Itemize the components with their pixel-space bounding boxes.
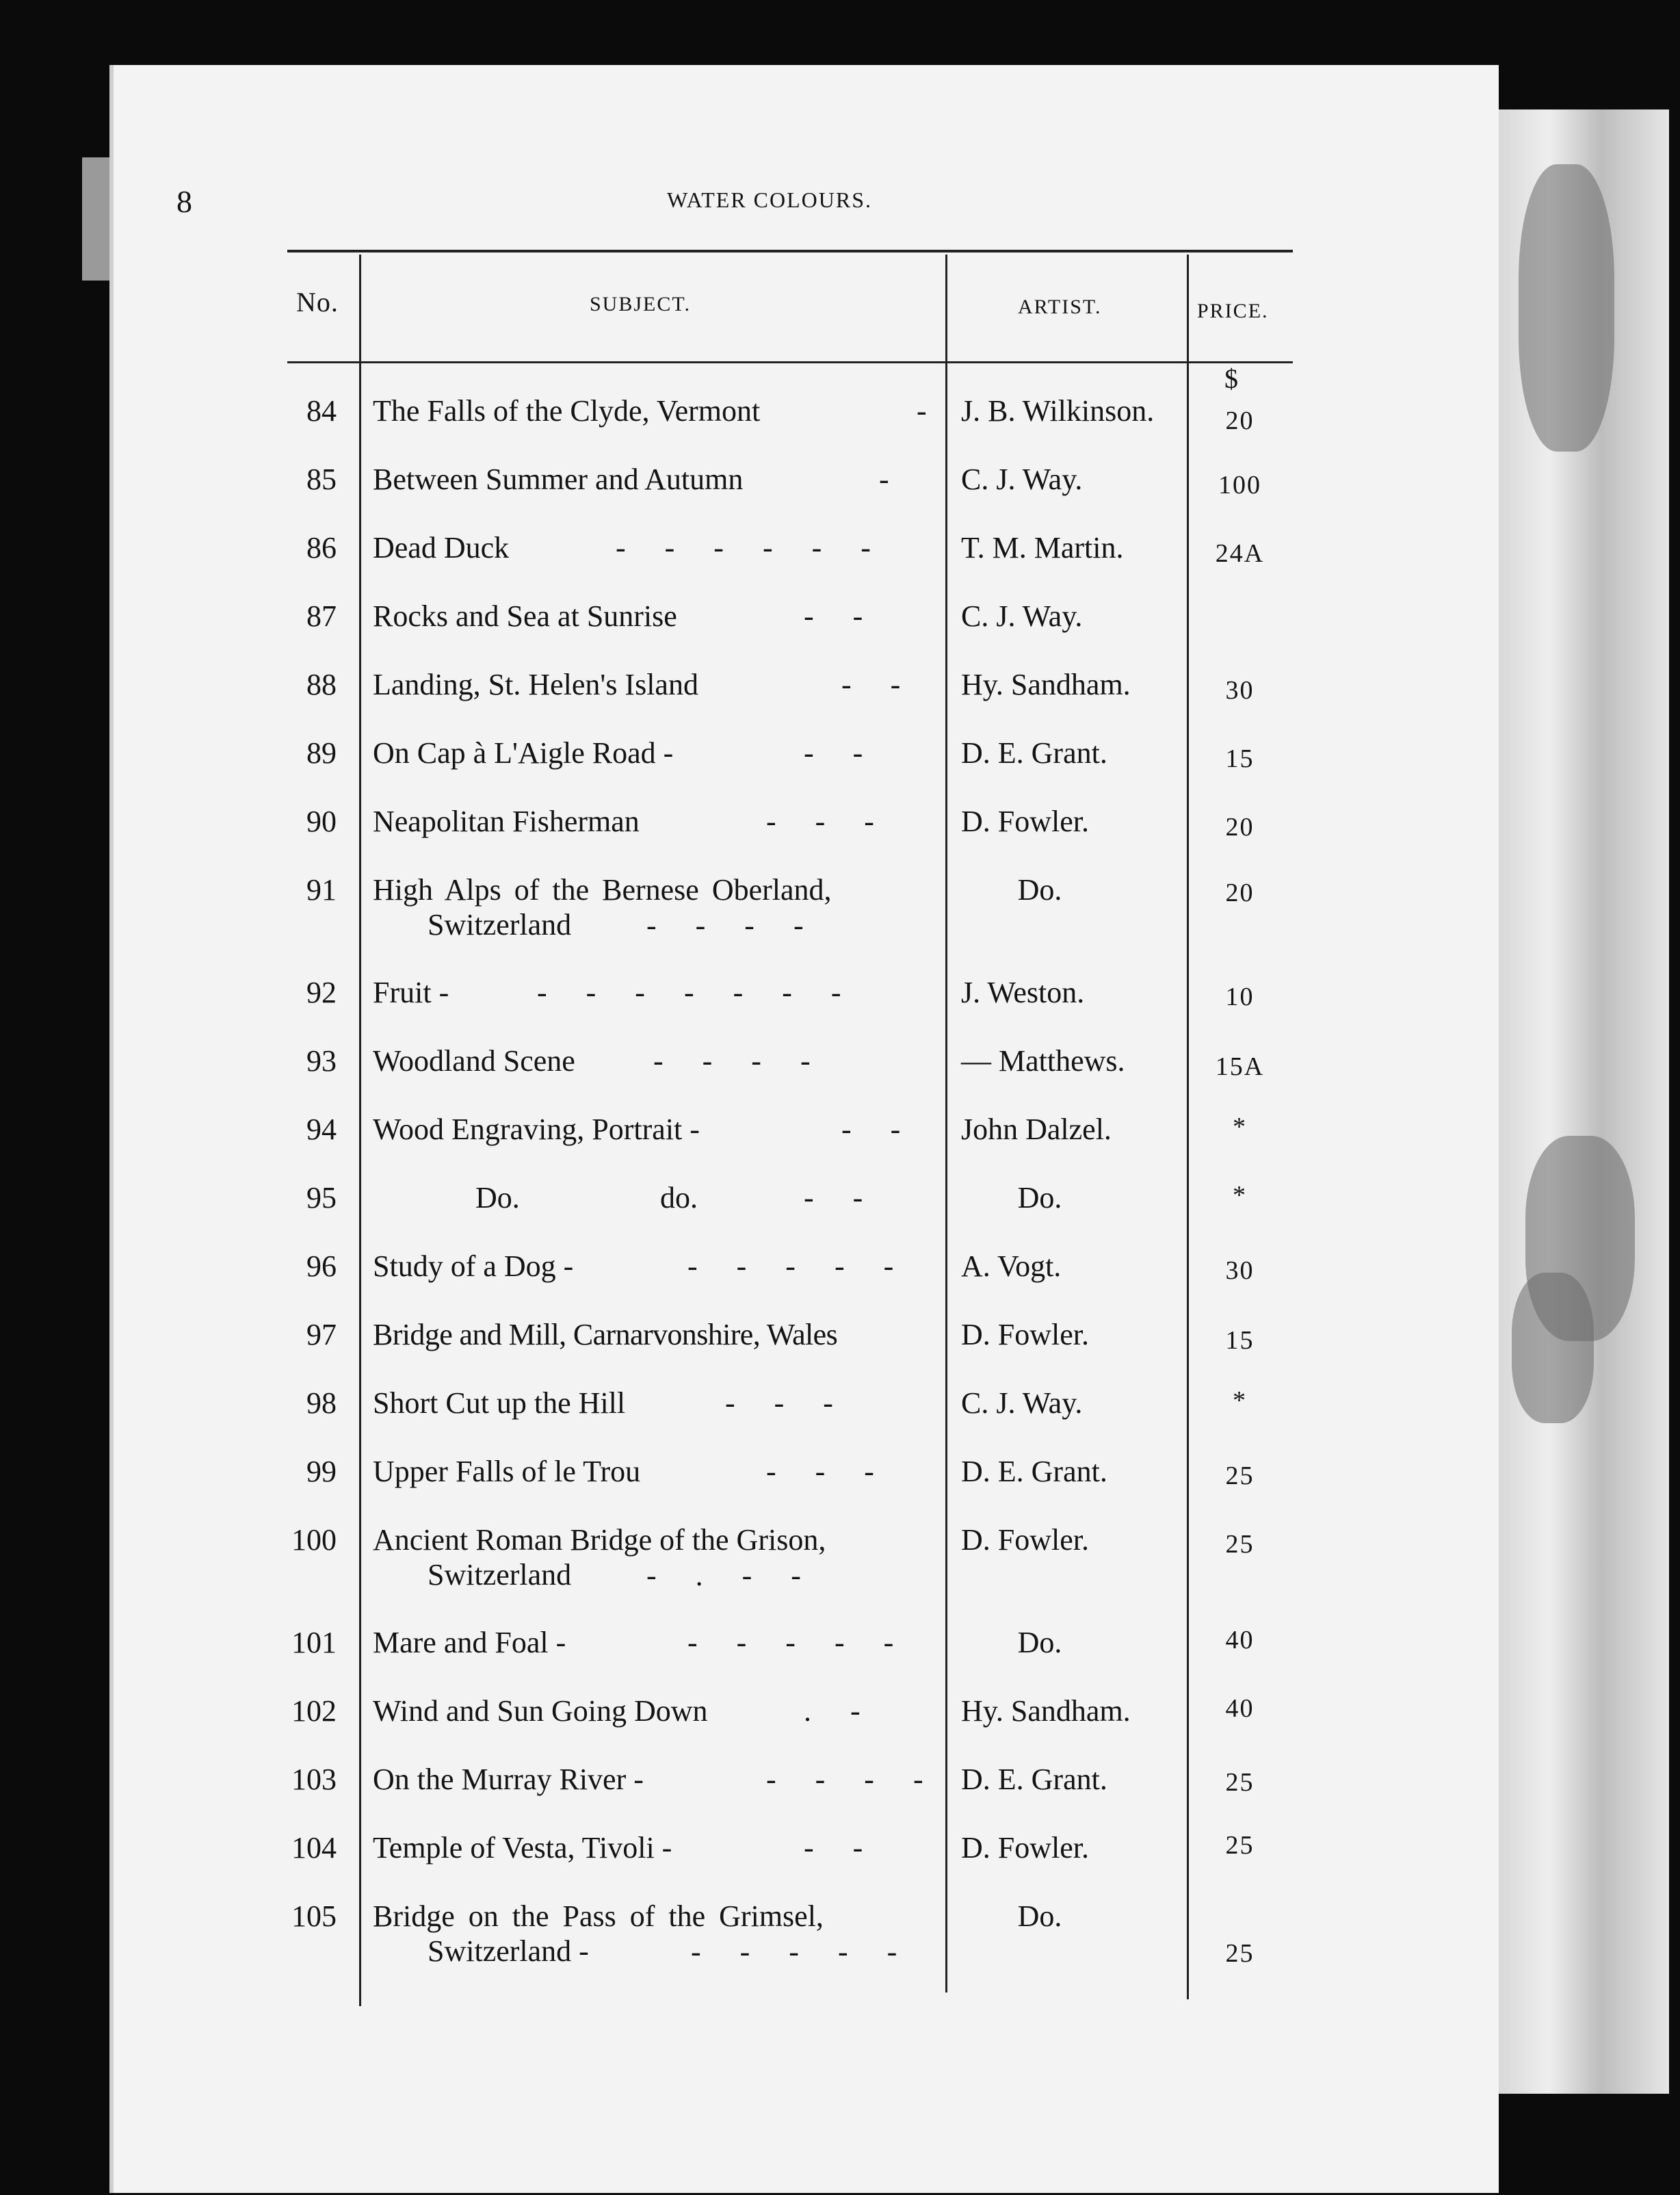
- row-leaders: - -: [804, 1831, 865, 1865]
- row-price: 20: [1225, 813, 1255, 842]
- row-artist: D. Fowler.: [961, 1831, 1089, 1865]
- row-subject: Mare and Foal -: [373, 1626, 566, 1659]
- row-artist: — Matthews.: [961, 1044, 1125, 1078]
- row-leaders: - - - -: [646, 909, 805, 942]
- row-price: 15A: [1215, 1052, 1265, 1081]
- row-number: 89: [306, 736, 337, 770]
- row-subject: Bridge and Mill, Carnarvonshire, Wales: [373, 1318, 838, 1351]
- header-rule: [287, 361, 1293, 363]
- row-number: 94: [306, 1113, 337, 1146]
- row-number: 90: [306, 805, 337, 838]
- row-price: 25: [1225, 1462, 1255, 1490]
- row-number: 91: [306, 873, 337, 907]
- row-artist: Do.: [1017, 1181, 1062, 1215]
- row-leaders: - - - - - - -: [537, 976, 843, 1009]
- row-leaders: - - -: [766, 805, 876, 838]
- row-leaders: - - -: [725, 1386, 835, 1420]
- row-leaders: -: [917, 394, 928, 428]
- row-subject: Woodland Scene: [373, 1044, 575, 1078]
- row-leaders: - - -: [766, 1455, 876, 1488]
- row-price: 25: [1225, 1831, 1255, 1860]
- row-subject: Landing, St. Helen's Island: [373, 668, 698, 701]
- row-subject: The Falls of the Clyde, Vermont: [373, 394, 761, 428]
- running-head: WATER COLOURS.: [667, 187, 873, 212]
- row-subject-line2: Switzerland -: [428, 1934, 589, 1968]
- header-no: No.: [296, 287, 339, 317]
- row-artist: Do.: [1017, 873, 1062, 907]
- column-divider-artist: [1187, 255, 1189, 1999]
- row-subject-line1: High Alps of the Bernese Oberland,: [373, 873, 832, 907]
- row-artist: C. J. Way.: [961, 1386, 1083, 1420]
- header-artist: ARTIST.: [1018, 296, 1102, 318]
- row-subject: Study of a Dog -: [373, 1249, 574, 1283]
- row-artist: D. E. Grant.: [961, 736, 1107, 770]
- row-number: 96: [306, 1249, 337, 1283]
- row-subject: Dead Duck: [373, 531, 510, 564]
- row-number: 101: [291, 1626, 337, 1659]
- row-price: 30: [1225, 676, 1255, 705]
- row-subject-ditto: do.: [660, 1181, 698, 1215]
- row-price: 20: [1225, 406, 1255, 435]
- row-artist: Hy. Sandham.: [961, 1694, 1131, 1728]
- row-artist: D. Fowler.: [961, 1318, 1089, 1351]
- row-leaders: - -: [841, 1113, 902, 1146]
- row-artist: Hy. Sandham.: [961, 668, 1131, 701]
- row-subject: On the Murray River -: [373, 1763, 644, 1796]
- row-leaders: - -: [804, 1181, 865, 1215]
- page-edge-shadow: [82, 157, 109, 281]
- row-artist: D. Fowler.: [961, 1523, 1089, 1557]
- row-leaders: - -: [804, 599, 865, 633]
- row-subject: Between Summer and Autumn: [373, 463, 744, 496]
- row-leaders: - - - - - -: [616, 531, 872, 564]
- row-number: 95: [306, 1181, 337, 1215]
- row-number: 104: [291, 1831, 337, 1865]
- row-price: 15: [1225, 744, 1255, 773]
- row-price: *: [1233, 1386, 1247, 1415]
- row-subject: On Cap à L'Aigle Road -: [373, 736, 674, 770]
- row-number: 100: [291, 1523, 337, 1557]
- row-leaders: - - - -: [766, 1763, 925, 1796]
- row-artist: T. M. Martin.: [961, 531, 1124, 564]
- page-number: 8: [176, 184, 192, 219]
- row-price: 24A: [1215, 539, 1265, 568]
- row-subject: Rocks and Sea at Sunrise: [373, 599, 677, 633]
- row-leaders: - - - -: [653, 1044, 812, 1078]
- row-subject: Temple of Vesta, Tivoli -: [373, 1831, 672, 1865]
- row-leaders: - . - -: [646, 1559, 802, 1592]
- row-leaders: - -: [804, 736, 865, 770]
- row-artist: D. Fowler.: [961, 805, 1089, 838]
- row-subject: Fruit -: [373, 976, 449, 1009]
- row-subject: Wind and Sun Going Down: [373, 1694, 708, 1728]
- row-number: 88: [306, 668, 337, 701]
- row-price: 40: [1225, 1626, 1255, 1654]
- row-number: 98: [306, 1386, 337, 1420]
- row-artist: J. Weston.: [961, 976, 1085, 1009]
- row-subject-line2: Switzerland: [428, 1558, 572, 1592]
- row-artist: Do.: [1017, 1899, 1062, 1933]
- row-subject: Do.: [475, 1181, 520, 1215]
- row-artist: C. J. Way.: [961, 463, 1083, 496]
- row-leaders: - - - - -: [687, 1249, 895, 1283]
- row-subject: Wood Engraving, Portrait -: [373, 1113, 700, 1146]
- row-leaders: - - - - -: [687, 1626, 895, 1659]
- row-price: 15: [1225, 1326, 1255, 1355]
- column-divider-subject: [945, 255, 947, 1992]
- top-rule: [287, 250, 1293, 252]
- row-artist: D. E. Grant.: [961, 1763, 1107, 1796]
- row-leaders: - - - - -: [691, 1935, 899, 1969]
- row-number: 87: [306, 599, 337, 633]
- column-divider-no: [359, 255, 361, 2006]
- row-price: 30: [1225, 1256, 1255, 1285]
- row-leaders: -: [879, 463, 891, 496]
- row-artist: Do.: [1017, 1626, 1062, 1659]
- row-number: 93: [306, 1044, 337, 1078]
- row-price: 40: [1225, 1694, 1255, 1723]
- row-artist: John Dalzel.: [961, 1113, 1112, 1146]
- row-number: 92: [306, 976, 337, 1009]
- row-number: 102: [291, 1694, 337, 1728]
- row-subject: Short Cut up the Hill: [373, 1386, 626, 1420]
- row-artist: J. B. Wilkinson.: [961, 394, 1155, 428]
- row-number: 99: [306, 1455, 337, 1488]
- adjacent-page-edge: [1498, 109, 1669, 2094]
- row-subject-line2: Switzerland: [428, 908, 572, 941]
- row-subject: Upper Falls of le Trou: [373, 1455, 641, 1488]
- row-price: 25: [1225, 1530, 1255, 1559]
- row-number: 86: [306, 531, 337, 564]
- header-subject: SUBJECT.: [590, 293, 691, 315]
- row-price: 20: [1225, 879, 1255, 907]
- row-number: 85: [306, 463, 337, 496]
- row-price: 100: [1218, 471, 1261, 499]
- row-number: 84: [306, 394, 337, 428]
- row-artist: A. Vogt.: [961, 1249, 1062, 1283]
- row-subject: Neapolitan Fisherman: [373, 805, 640, 838]
- row-price: 25: [1225, 1939, 1255, 1968]
- currency-symbol: $: [1224, 363, 1238, 394]
- row-artist: C. J. Way.: [961, 599, 1083, 633]
- row-subject-line1: Bridge on the Pass of the Grimsel,: [373, 1899, 824, 1933]
- row-number: 103: [291, 1763, 337, 1796]
- row-leaders: - -: [841, 668, 902, 701]
- row-number: 105: [291, 1899, 337, 1933]
- row-artist: D. E. Grant.: [961, 1455, 1107, 1488]
- header-price: PRICE.: [1197, 300, 1269, 322]
- row-number: 97: [306, 1318, 337, 1351]
- row-subject-line1: Ancient Roman Bridge of the Grison,: [373, 1523, 826, 1557]
- row-price: 10: [1225, 983, 1255, 1011]
- row-price: *: [1233, 1181, 1247, 1210]
- row-price: 25: [1225, 1768, 1255, 1797]
- row-price: *: [1233, 1113, 1247, 1141]
- row-leaders: . -: [804, 1694, 862, 1728]
